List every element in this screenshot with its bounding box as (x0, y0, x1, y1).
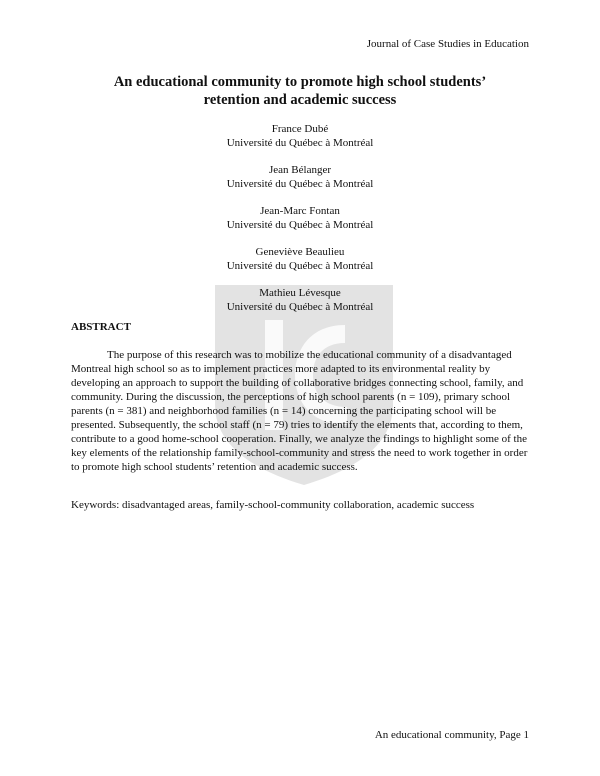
title-line-1: An educational community to promote high school students’ (113, 74, 487, 90)
author-affiliation: Université du Québec à Montréal (226, 137, 374, 149)
author-affiliation: Université du Québec à Montréal (226, 178, 374, 190)
author-block (0, 122, 600, 150)
author-name: Jean Bélanger (269, 164, 331, 176)
author-affiliation: Université du Québec à Montréal (226, 219, 374, 231)
paper-title (0, 73, 600, 109)
author-block (0, 163, 600, 191)
journal-name: Journal of Case Studies in Education (366, 38, 529, 50)
author-name: Geneviève Beaulieu (255, 246, 345, 258)
author-list (0, 122, 600, 327)
author-name: France Dubé (271, 123, 329, 135)
author-block (0, 204, 600, 232)
keywords: Keywords: disadvantaged areas, family-school-community collaboration, academic success (71, 499, 475, 511)
title-line-2: retention and academic success (203, 92, 397, 108)
author-name: Jean-Marc Fontan (260, 205, 340, 217)
author-name: Mathieu Lévesque (259, 287, 341, 299)
author-affiliation: Université du Québec à Montréal (226, 301, 374, 313)
author-block (0, 245, 600, 273)
author-block (0, 286, 600, 314)
abstract-text: The purpose of this research was to mobilize the educational community of a disadvantaged Montreal high school so as to implement practices more adapted to its environmental reality by developing an approach to support the building of collaborative bridges connecting school, family, and community. During the discussion, the perceptions of high school parents (n = 109), primary school parents (n = 381) and neighborhood families (n = 14) concerning the participating school will be presented. Subsequently, the school staff (n = 79) tries to identify the elements that, according to them, contribute to a good home-school cooperation. Finally, we analyze the findings to highlight some of the key elements of the relationship family-school-community and stress the need to work together in order to promote high school students’ retention and academic success. (71, 349, 528, 473)
author-affiliation: Université du Québec à Montréal (226, 260, 374, 272)
page-footer: An educational community, Page 1 (374, 729, 529, 741)
abstract-heading: ABSTRACT (71, 321, 131, 333)
